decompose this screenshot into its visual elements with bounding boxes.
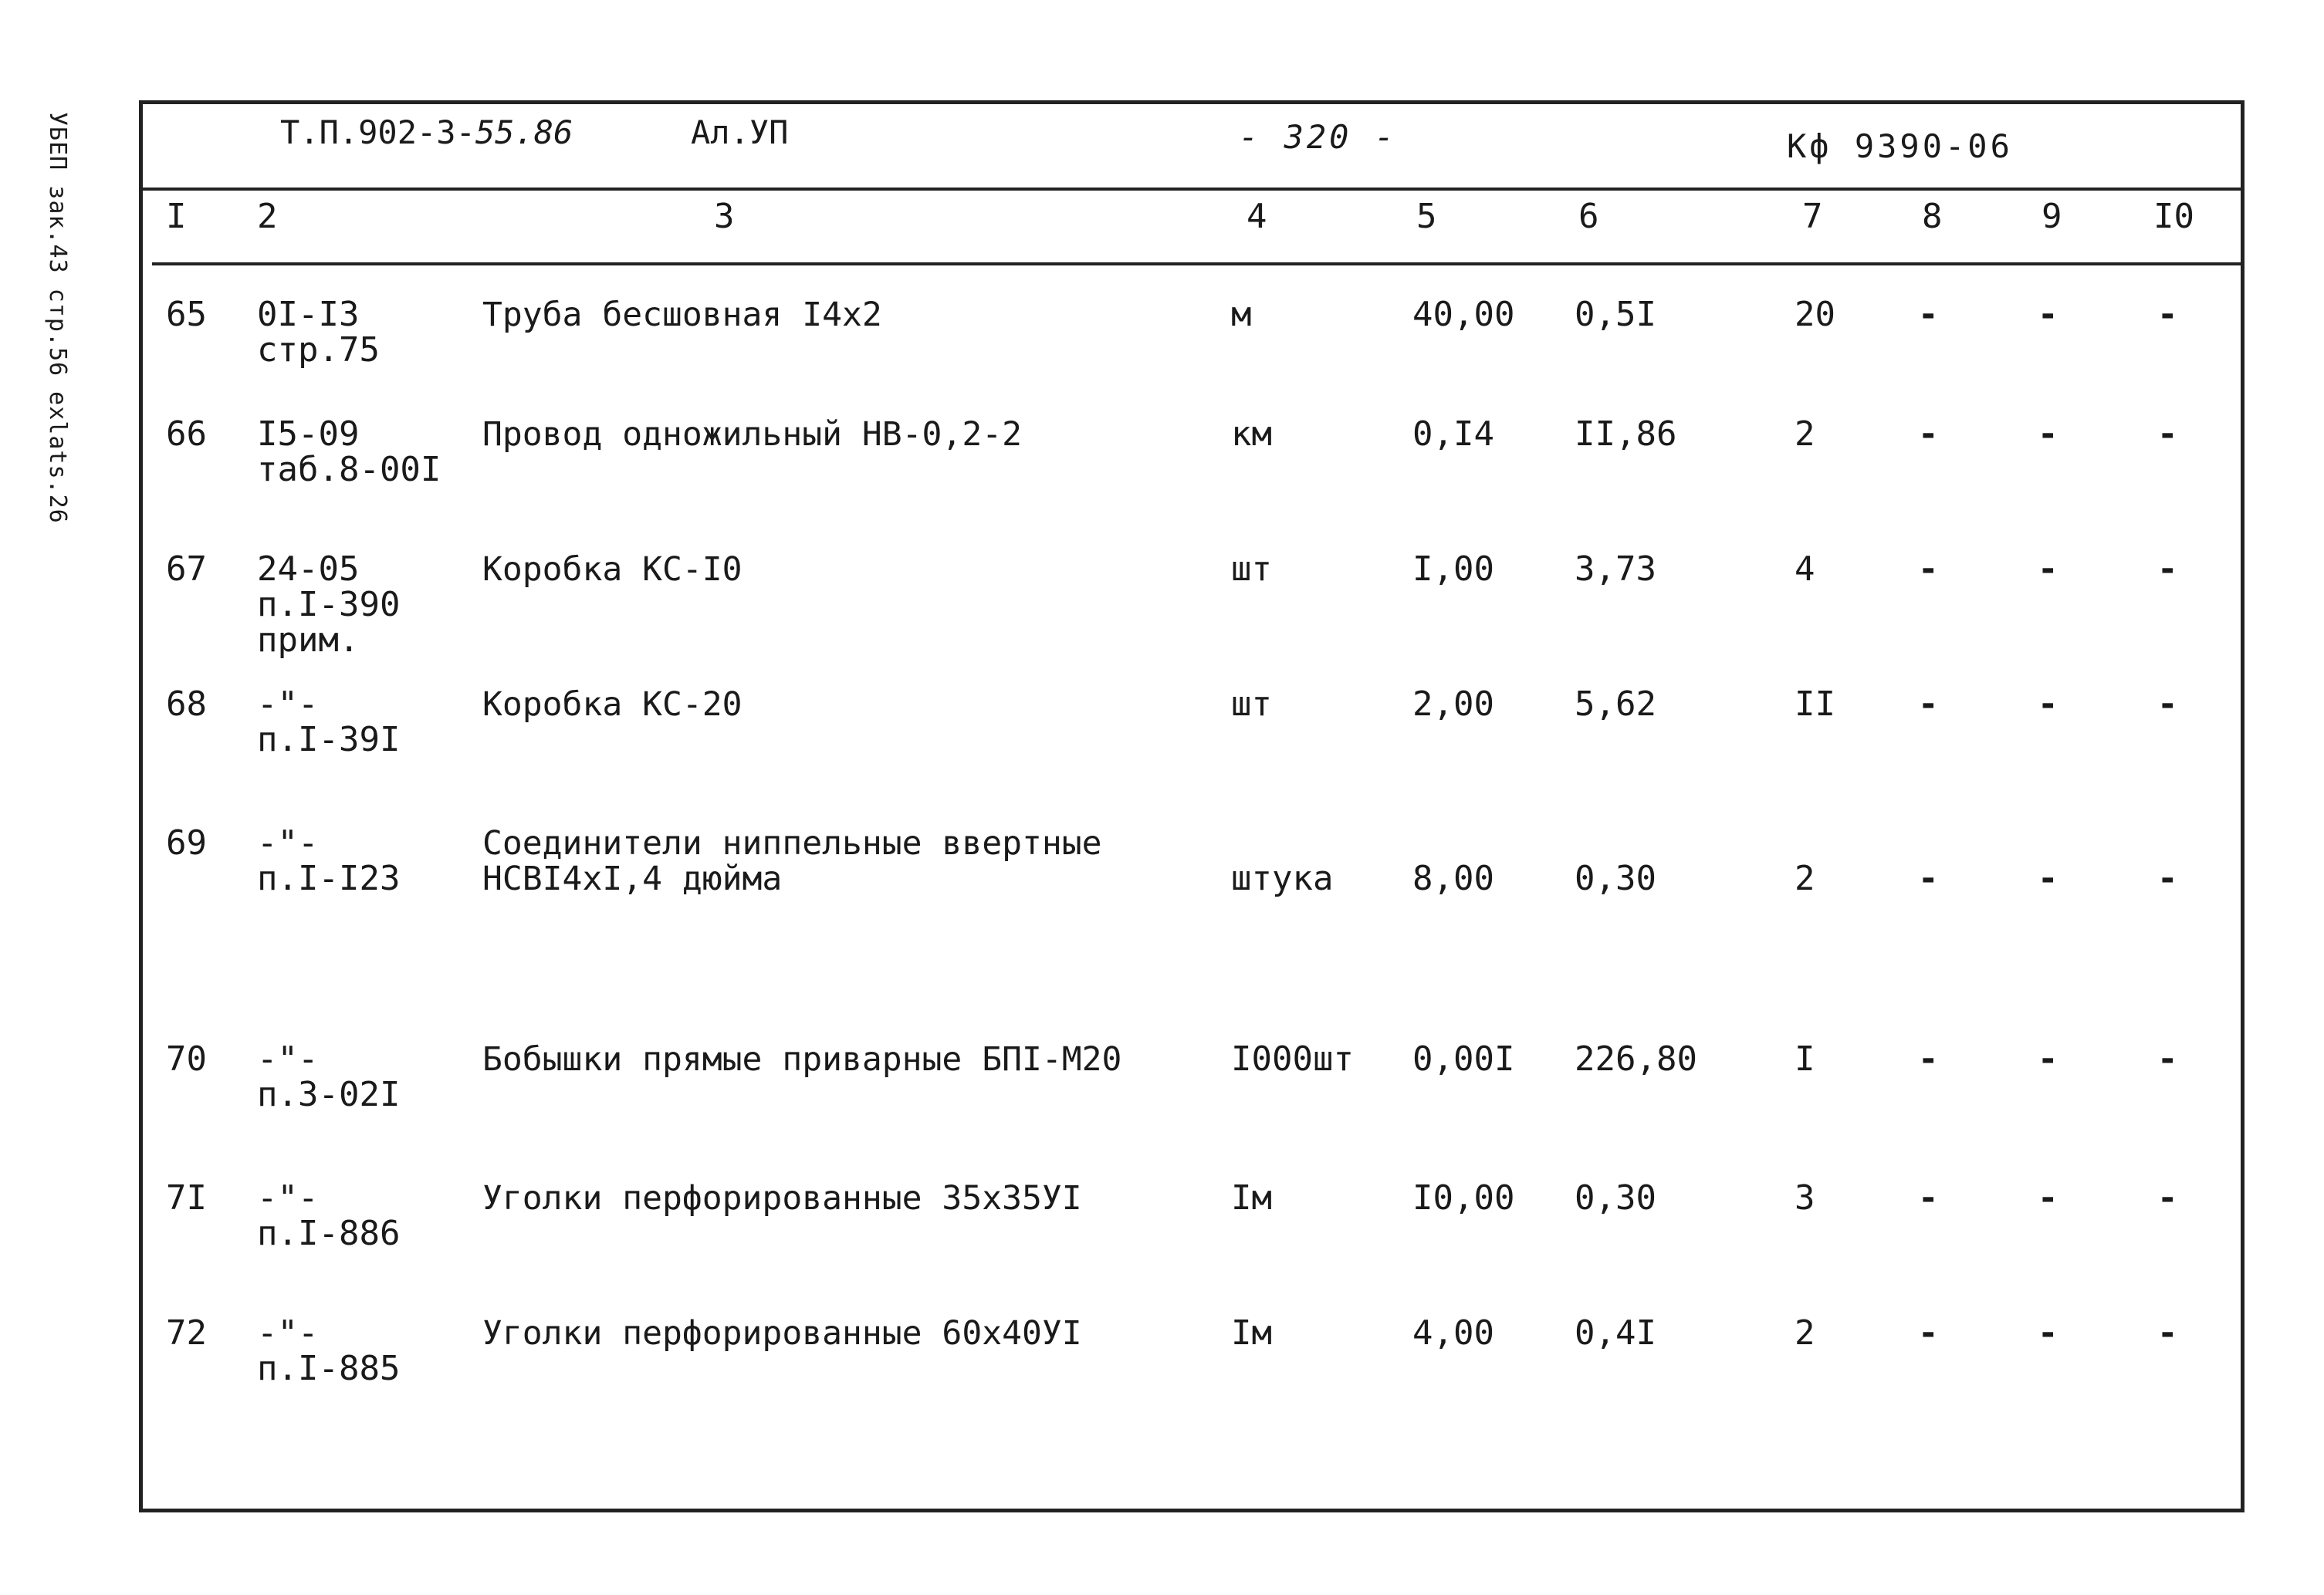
row-col7: 4 (1795, 549, 1815, 589)
row-number: 7I (166, 1178, 207, 1218)
row-col9: - (2038, 1039, 2058, 1079)
row-price: 0,30 (1575, 859, 1656, 898)
row-col8: - (1918, 859, 1939, 898)
document-code (280, 113, 573, 151)
item-name-line: Труба бесшовная I4x2 (482, 296, 882, 334)
row-item-name (482, 826, 1102, 897)
row-col7: 2 (1795, 1313, 1815, 1353)
row-unit: штука (1231, 859, 1334, 898)
row-col7: 3 (1795, 1178, 1815, 1218)
document-code-prefix: Т.П.902-3- (280, 113, 475, 151)
side-stamp: УБЕП зак.43 стр.56 exlats.26 (44, 112, 71, 524)
row-col8: - (1918, 1178, 1939, 1218)
reference-line: п.3-02I (257, 1075, 401, 1114)
row-quantity: 0,I4 (1412, 414, 1494, 454)
document-code-handwritten: 55.86 (475, 113, 573, 151)
item-name-line: Бобышки прямые приварные БПI-М20 (482, 1040, 1122, 1079)
row-reference (257, 1178, 401, 1253)
row-col9: - (2038, 859, 2058, 898)
row-unit: шт (1231, 549, 1272, 589)
row-reference (257, 823, 401, 898)
row-col9: - (2038, 414, 2058, 454)
item-name-line: Коробка КС-20 (482, 685, 743, 724)
row-col7: 20 (1795, 295, 1835, 334)
reference-line: -"- (257, 1313, 319, 1353)
row-col7: 2 (1795, 414, 1815, 454)
item-name-line: Коробка КС-I0 (482, 550, 743, 589)
row-item-name (482, 552, 743, 587)
item-name-line: Провод одножильный НВ-0,2-2 (482, 415, 1022, 454)
column-header-1: I (166, 197, 187, 236)
column-header-4: 4 (1247, 197, 1267, 236)
reference-line: -"- (257, 1178, 319, 1218)
row-item-name (482, 687, 743, 722)
row-quantity: 8,00 (1412, 859, 1494, 898)
header-divider (143, 188, 2241, 191)
row-reference (257, 297, 380, 368)
row-number: 68 (166, 684, 207, 724)
row-quantity: I0,00 (1412, 1178, 1515, 1218)
row-unit: I000шт (1231, 1039, 1354, 1079)
row-unit: м (1231, 295, 1252, 334)
page-number: - 320 - (1239, 118, 1398, 156)
row-quantity: 2,00 (1412, 684, 1494, 724)
reference-line: таб.8-00I (257, 450, 441, 489)
reference-line: -"- (257, 823, 319, 863)
reference-number: Кф 9390-06 (1787, 127, 2013, 165)
row-col10: - (2157, 859, 2178, 898)
row-reference (257, 549, 401, 660)
row-col8: - (1918, 414, 1939, 454)
row-price: 5,62 (1575, 684, 1656, 724)
row-col7: 2 (1795, 859, 1815, 898)
column-header-2: 2 (257, 197, 278, 236)
row-reference (257, 684, 401, 759)
row-quantity: 40,00 (1412, 295, 1515, 334)
row-col8: - (1918, 295, 1939, 334)
column-header-10: I0 (2153, 197, 2194, 236)
row-item-name (482, 1181, 1082, 1216)
row-number: 69 (166, 823, 207, 863)
item-name-line: Уголки перфорированные 60x40УI (482, 1314, 1082, 1353)
row-number: 66 (166, 414, 207, 454)
row-col10: - (2157, 549, 2178, 589)
row-number: 67 (166, 549, 207, 589)
reference-line: п.I-390 (257, 585, 401, 624)
reference-line: стр.75 (257, 330, 380, 370)
row-col8: - (1918, 1313, 1939, 1353)
album-label: Ал.УП (691, 113, 789, 151)
row-col10: - (2157, 1313, 2178, 1353)
item-name-line: НСВI4xI,4 дюйма (482, 860, 783, 898)
row-item-name (482, 417, 1022, 452)
row-number: 72 (166, 1313, 207, 1353)
row-number: 65 (166, 295, 207, 334)
row-price: II,86 (1575, 414, 1677, 454)
row-reference (257, 1039, 401, 1114)
reference-line: -"- (257, 684, 319, 724)
reference-line: 24-05 (257, 549, 360, 589)
column-header-7: 7 (1802, 197, 1823, 236)
reference-line: п.I-39I (257, 720, 401, 759)
row-unit: Iм (1231, 1178, 1272, 1218)
column-header-9: 9 (2042, 197, 2062, 236)
row-col10: - (2157, 1039, 2178, 1079)
row-unit: шт (1231, 684, 1272, 724)
row-col9: - (2038, 1313, 2058, 1353)
row-col9: - (2038, 549, 2058, 589)
row-item-name (482, 1042, 1121, 1077)
row-col9: - (2038, 684, 2058, 724)
row-col8: - (1918, 684, 1939, 724)
reference-line: п.I-885 (257, 1349, 401, 1388)
column-header-8: 8 (1922, 197, 1943, 236)
item-name-line: Уголки перфорированные 35x35УI (482, 1179, 1082, 1218)
column-header-6: 6 (1578, 197, 1599, 236)
row-quantity: 0,00I (1412, 1039, 1515, 1079)
row-quantity: I,00 (1412, 549, 1494, 589)
row-col9: - (2038, 295, 2058, 334)
reference-line: п.I-I23 (257, 859, 401, 898)
row-col10: - (2157, 295, 2178, 334)
row-number: 70 (166, 1039, 207, 1079)
item-name-line: Соединители ниппельные ввертные (482, 824, 1102, 863)
reference-line: 0I-I3 (257, 295, 360, 334)
row-price: 0,30 (1575, 1178, 1656, 1218)
table-frame (139, 100, 2245, 1512)
column-header-5: 5 (1416, 197, 1437, 236)
column-header-3: 3 (714, 197, 735, 236)
row-price: 3,73 (1575, 549, 1656, 589)
row-price: 226,80 (1575, 1039, 1697, 1079)
row-col8: - (1918, 549, 1939, 589)
row-col7: II (1795, 684, 1835, 724)
reference-line: п.I-886 (257, 1214, 401, 1253)
row-unit: км (1231, 414, 1272, 454)
row-col8: - (1918, 1039, 1939, 1079)
column-header-divider (152, 262, 2241, 265)
row-col10: - (2157, 414, 2178, 454)
reference-line: прим. (257, 620, 360, 660)
row-price: 0,4I (1575, 1313, 1656, 1353)
row-reference (257, 414, 441, 489)
reference-line: -"- (257, 1039, 319, 1079)
row-col10: - (2157, 1178, 2178, 1218)
reference-line: I5-09 (257, 414, 360, 454)
row-col7: I (1795, 1039, 1815, 1079)
row-quantity: 4,00 (1412, 1313, 1494, 1353)
row-item-name (482, 297, 882, 333)
row-reference (257, 1313, 401, 1388)
row-price: 0,5I (1575, 295, 1656, 334)
row-col9: - (2038, 1178, 2058, 1218)
row-col10: - (2157, 684, 2178, 724)
row-item-name (482, 1316, 1082, 1351)
row-unit: Iм (1231, 1313, 1272, 1353)
